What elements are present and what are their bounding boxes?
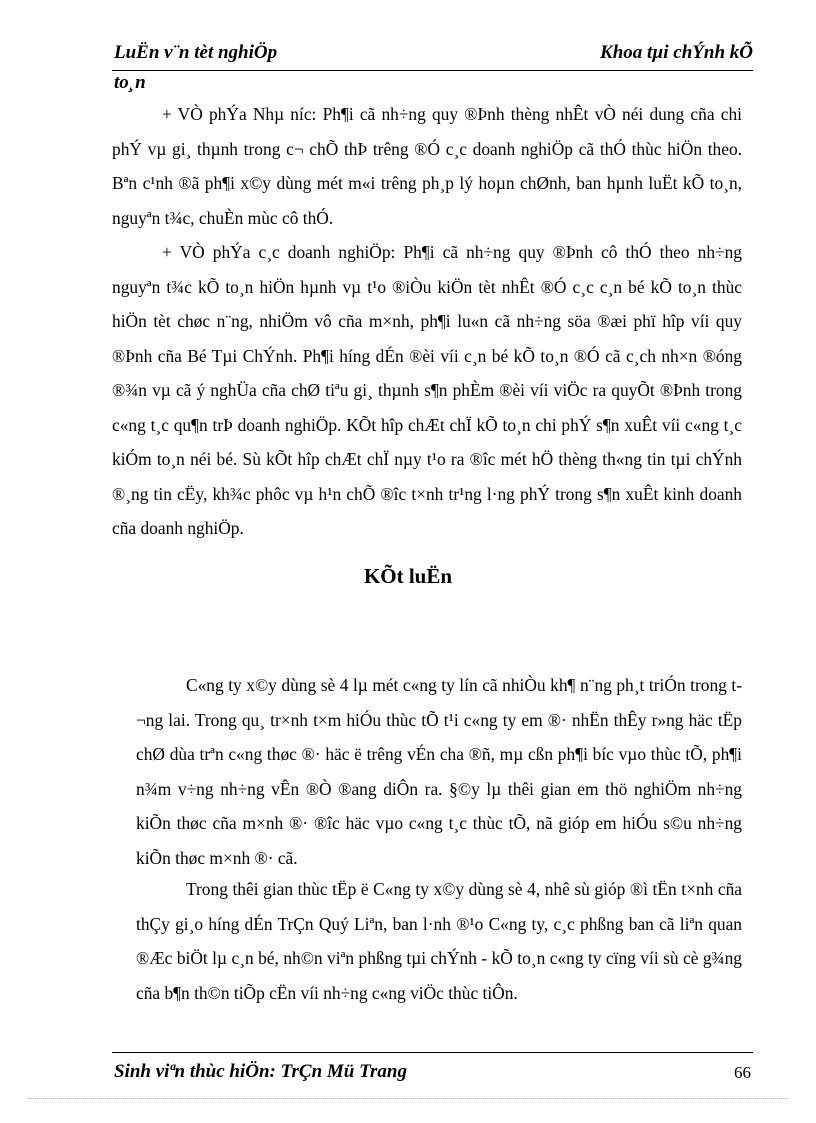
paragraph-text: + VÒ phÝa Nhµ níc: Ph¶i cã nh÷ng quy ®Þnh thèng nhÊt vÒ néi dung cña chi phÝ vµ gi¸ thµnh trong c¬ chÕ thÞ trêng ®Ó c¸c doanh nghiÖp cã thÓ thùc hiÖn theo. Bªn c¹nh ®ã ph¶i x©y dùng mét m«i trêng ph¸p lý hoµn chØnh, ban hµnh luËt kÕ to¸n, nguyªn t¾c, chuÈn mùc cô thÓ. (112, 104, 742, 228)
conclusion-heading: KÕt luËn (363, 564, 453, 588)
faculty-name-continuation: to¸n (114, 72, 146, 93)
page-header (112, 34, 753, 94)
author-line: Sinh viªn thùc hiÖn: TrÇn Mü Trang (114, 1061, 407, 1082)
paragraph-state-side (112, 97, 742, 235)
page-footer (112, 1052, 753, 1092)
faculty-name: Khoa tµi chÝnh kÕ (600, 42, 753, 63)
conclusion-paragraph (136, 872, 742, 1010)
paragraph-enterprise-side (112, 235, 742, 546)
paragraph-text: + VÒ phÝa c¸c doanh nghiÖp: Ph¶i cã nh÷ng quy ®Þnh cô thÓ theo nh÷ng nguyªn t¾c kÕ to¸n hiÖn hµnh vµ t¹o ®iÒu kiÖn tèt nhÊt ®Ó c¸c c¸n bé kÕ to¸n thùc hiÖn tèt chøc n¨ng, nhiÖm vô cña m×nh, ph¶i lu«n cã nh÷ng söa ®æi phï hîp víi quy ®Þnh cña Bé Tµi ChÝnh. Ph¶i híng dÉn ®èi víi c¸n bé kÕ to¸n ®Ó cã c¸ch nh×n ®óng ®¾n vµ cã ý nghÜa cña chØ tiªu gi¸ thµnh s¶n phÈm ®èi víi viÖc ra quyÕt ®Þnh trong c«ng t¸c qu¶n trÞ doanh nghiÖp. KÕt hîp chÆt chÏ kÕ to¸n chi phÝ s¶n xuÊt víi c«ng t¸c kiÓm to¸n néi bé. Sù kÕt hîp chÆt chÏ nµy t¹o ra ®îc mét hÖ thèng th«ng tin tµi chÝnh ®¸ng tin cËy, kh¾c phôc vµ h¹n chÕ ®îc t×nh tr¹ng l·ng phÝ trong s¶n xuÊt kinh doanh cña doanh nghiÖp. (112, 242, 742, 538)
page-number: 66 (734, 1063, 751, 1082)
thesis-title: LuËn v¨n tèt nghiÖp (114, 42, 278, 63)
page-bottom-border (28, 1098, 788, 1099)
paragraph-text: C«ng ty x©y dùng sè 4 lµ mét c«ng ty lín cã nhiÒu kh¶ n¨ng ph¸t triÓn trong t¬ng lai. Trong qu¸ tr×nh t×m hiÓu thùc tÕ t¹i c«ng ty em ®· nhËn thÊy r»ng häc tËp chØ dùa trªn c«ng thøc ®· häc ë trêng vÉn cha ®ñ, mµ cßn ph¶i bíc vµo thùc tÕ, ph¶i n¾m v÷ng nh÷ng vÊn ®Ò ®ang diÔn ra. §©y lµ thêi gian em thö nghiÖm nh÷ng kiÕn thøc cña m×nh ®· ®îc häc vµo c«ng t¸c thùc tÕ, nã gióp em hiÓu s©u nh÷ng kiÕn thøc m×nh ®· cã. (136, 675, 742, 868)
footer-rule (112, 1052, 753, 1053)
conclusion-paragraph (136, 668, 742, 875)
paragraph-text: Trong thêi gian thùc tËp ë C«ng ty x©y dùng sè 4, nhê sù gióp ®ì tËn t×nh cña thÇy gi¸o híng dÉn TrÇn Quý Liªn, ban l·nh ®¹o C«ng ty, c¸c phßng ban cã liªn quan ®Æc biÖt lµ c¸n bé, nh©n viªn phßng tµi chÝnh - kÕ to¸n c«ng ty cïng víi sù cè g¾ng cña b¶n th©n tiÕp cËn víi nh÷ng c«ng viÖc thùc tiÔn. (136, 879, 742, 1003)
header-rule (112, 70, 753, 71)
